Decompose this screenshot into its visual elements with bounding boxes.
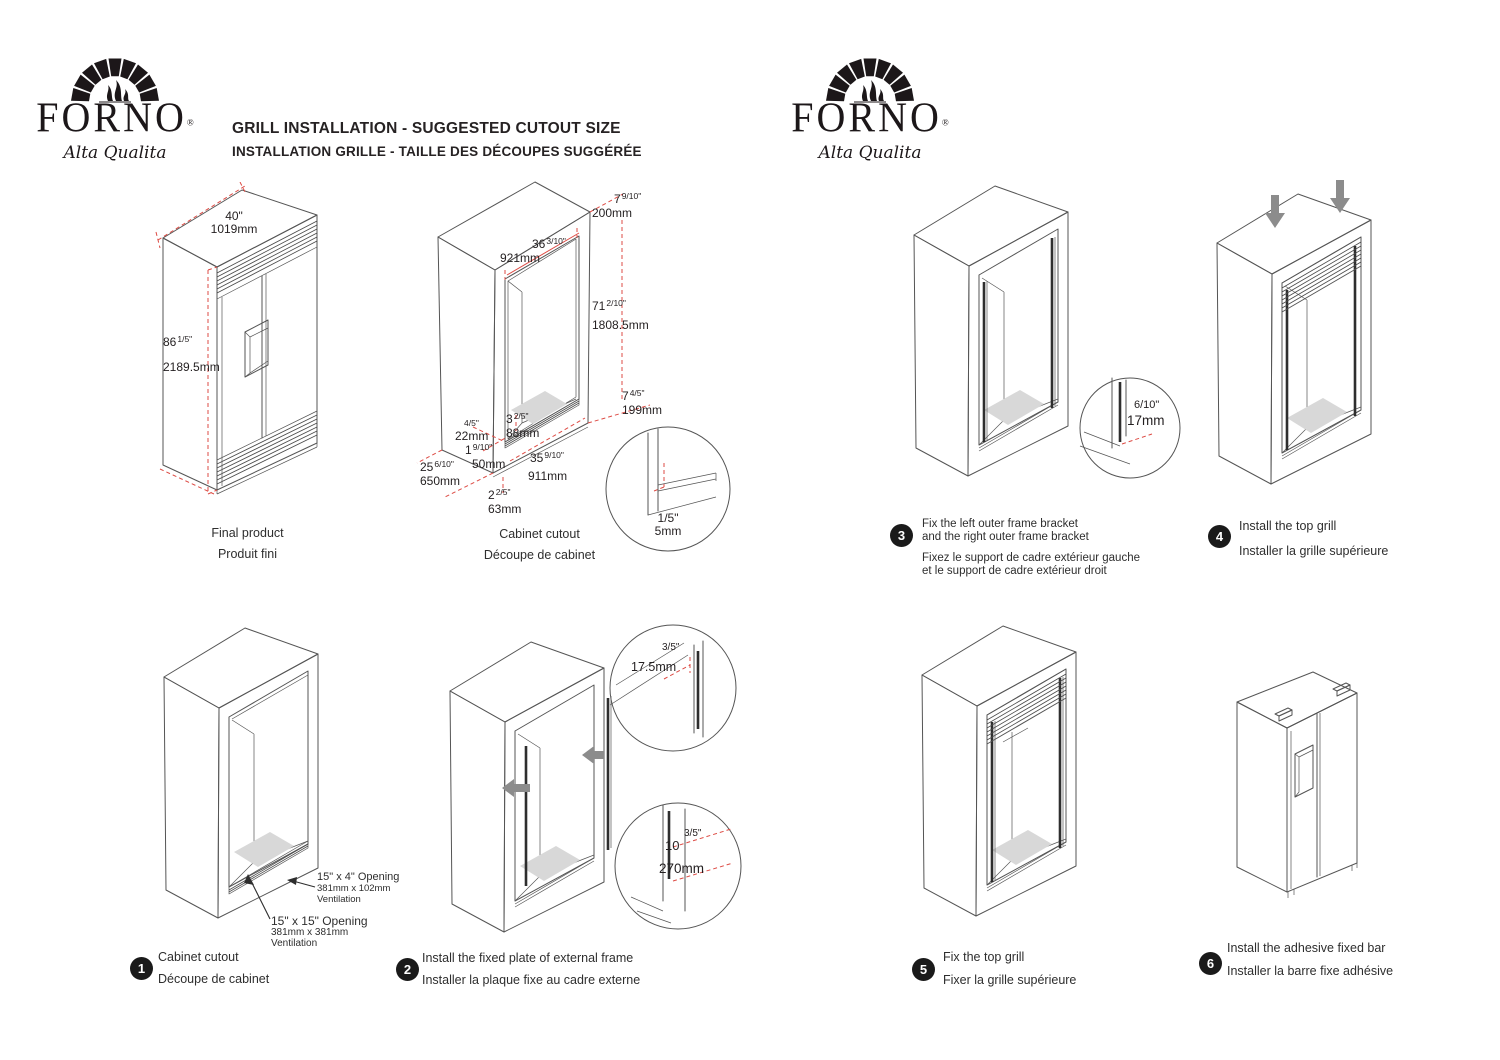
dim-depth: $25^{6/10"}$ 650mm	[420, 459, 461, 488]
step4-badge: 4	[1208, 525, 1231, 548]
step4-text-fr: Installer la grille supérieure	[1239, 544, 1389, 558]
step5-text-fr: Fixer la grille supérieure	[943, 973, 1077, 987]
floor-panel	[1287, 398, 1347, 433]
step2-text-fr: Installer la plaque fixe au cadre externe	[422, 973, 641, 987]
top-grill	[1282, 237, 1361, 312]
vent-side-label: 15" x 4" Opening 381mm x 102mm Ventilation	[317, 871, 400, 905]
forno-logo-right	[785, 52, 955, 163]
step4-text-en: Install the top grill	[1239, 519, 1337, 533]
cabinet-outline	[1217, 194, 1371, 484]
dim-detail-5mm: 1/5" 5mm	[654, 511, 682, 538]
cabinet-outline	[922, 626, 1076, 916]
step2-badge: 2	[396, 958, 419, 981]
leader-arrows	[244, 874, 315, 919]
dim-opening-height: $71^{2/10"}$ 1808.5mm	[592, 298, 649, 332]
dim-top-offset: $7^{9/10"}$ 200mm	[592, 191, 642, 220]
vent-floor-label: 15" x 15" Opening 381mm x 381mm Ventilation	[271, 914, 368, 949]
step3-badge: 3	[890, 524, 913, 547]
step6-diagram	[1228, 658, 1378, 903]
dim-opening-width: $36^{3/10"}$ 921mm	[500, 236, 566, 265]
cabinet-outline	[914, 186, 1068, 476]
step3-text-fr: Fixez le support de cadre extérieur gauche et le support de cadre extérieur droit	[922, 552, 1140, 577]
step6-text-fr: Installer la barre fixe adhésive	[1227, 964, 1394, 978]
feet	[1288, 863, 1357, 898]
step2-text-en: Install the fixed plate of external frame	[422, 951, 634, 965]
brand-name: FORNO®	[791, 93, 949, 141]
adhesive-bar	[1333, 683, 1350, 696]
dim-bottom-offset: $7^{4/5"}$ 199mm	[622, 388, 663, 417]
step6-badge: 6	[1199, 952, 1222, 975]
step1-text-en: Cabinet cutout	[158, 950, 239, 964]
dispenser-recess	[245, 320, 268, 377]
dim-side-gap: 4/5" 22mm	[455, 418, 489, 443]
cabinet-outline	[164, 628, 318, 918]
step1-badge: 1	[130, 957, 153, 980]
brand-name: FORNO®	[36, 93, 194, 141]
forno-logo-left	[30, 52, 200, 163]
fridge-outline	[1237, 672, 1357, 898]
adhesive-bar	[1275, 708, 1292, 721]
floor-panel	[520, 846, 580, 881]
brand-tagline: Alta Qualita	[818, 143, 922, 163]
caption-cabinet-cutout: Cabinet cutout Découpe de cabinet	[483, 527, 596, 562]
top-grill	[987, 669, 1066, 744]
down-arrow-icon	[1265, 195, 1285, 228]
dim-step3-detail-in: 6/10"	[1134, 399, 1160, 411]
dim-step2-bottom-mm: 270mm	[659, 861, 705, 876]
step3-detail-circle	[1076, 374, 1184, 482]
floor-panel	[984, 390, 1044, 425]
step1-text-fr: Découpe de cabinet	[158, 972, 270, 986]
dim-step2-bottom-sup: 3/5"	[684, 828, 702, 839]
brand-tagline: Alta Qualita	[63, 143, 167, 163]
left-arrow-icon	[582, 746, 604, 764]
dim-product-height: $86^{1/5"}$ 2189.5mm	[163, 334, 220, 374]
page-title-fr: INSTALLATION GRILLE - TAILLE DES DÉCOUPES SUGGÉRÉE	[232, 144, 642, 159]
dim-floor-height: $3^{2/5"}$ 88mm	[506, 411, 540, 440]
step5-text-en: Fix the top grill	[943, 950, 1025, 964]
caption-final-product: Final product Produit fini	[211, 526, 284, 561]
dim-product-width: 40" 1019mm	[210, 209, 258, 236]
down-arrow-icon	[1330, 180, 1350, 213]
dim-rail-width: $35^{9/10"}$ 911mm	[528, 450, 568, 483]
step5-badge: 5	[912, 958, 935, 981]
step4-diagram	[1203, 174, 1403, 496]
dim-step2-top-in: 3/5"	[662, 642, 680, 653]
floor-panel	[992, 830, 1052, 865]
page-title-en: GRILL INSTALLATION - SUGGESTED CUTOUT SIZE	[232, 120, 621, 137]
dim-front-gap: $2^{2/5"}$ 63mm	[488, 487, 522, 516]
step5-diagram	[908, 620, 1108, 932]
step3-diagram	[900, 180, 1100, 492]
step3-text-en: Fix the left outer frame bracket and the right outer frame bracket	[922, 518, 1089, 543]
step6-text-en: Install the adhesive fixed bar	[1227, 941, 1386, 955]
dim-step3-detail-mm: 17mm	[1127, 413, 1165, 428]
dim-step2-bottom-in: 10	[665, 838, 680, 853]
dim-step2-top-mm: 17.5mm	[631, 660, 677, 674]
dispenser-recess	[1295, 745, 1313, 797]
dim-rail-gap: $1^{9/10"}$ 50mm	[465, 442, 506, 471]
